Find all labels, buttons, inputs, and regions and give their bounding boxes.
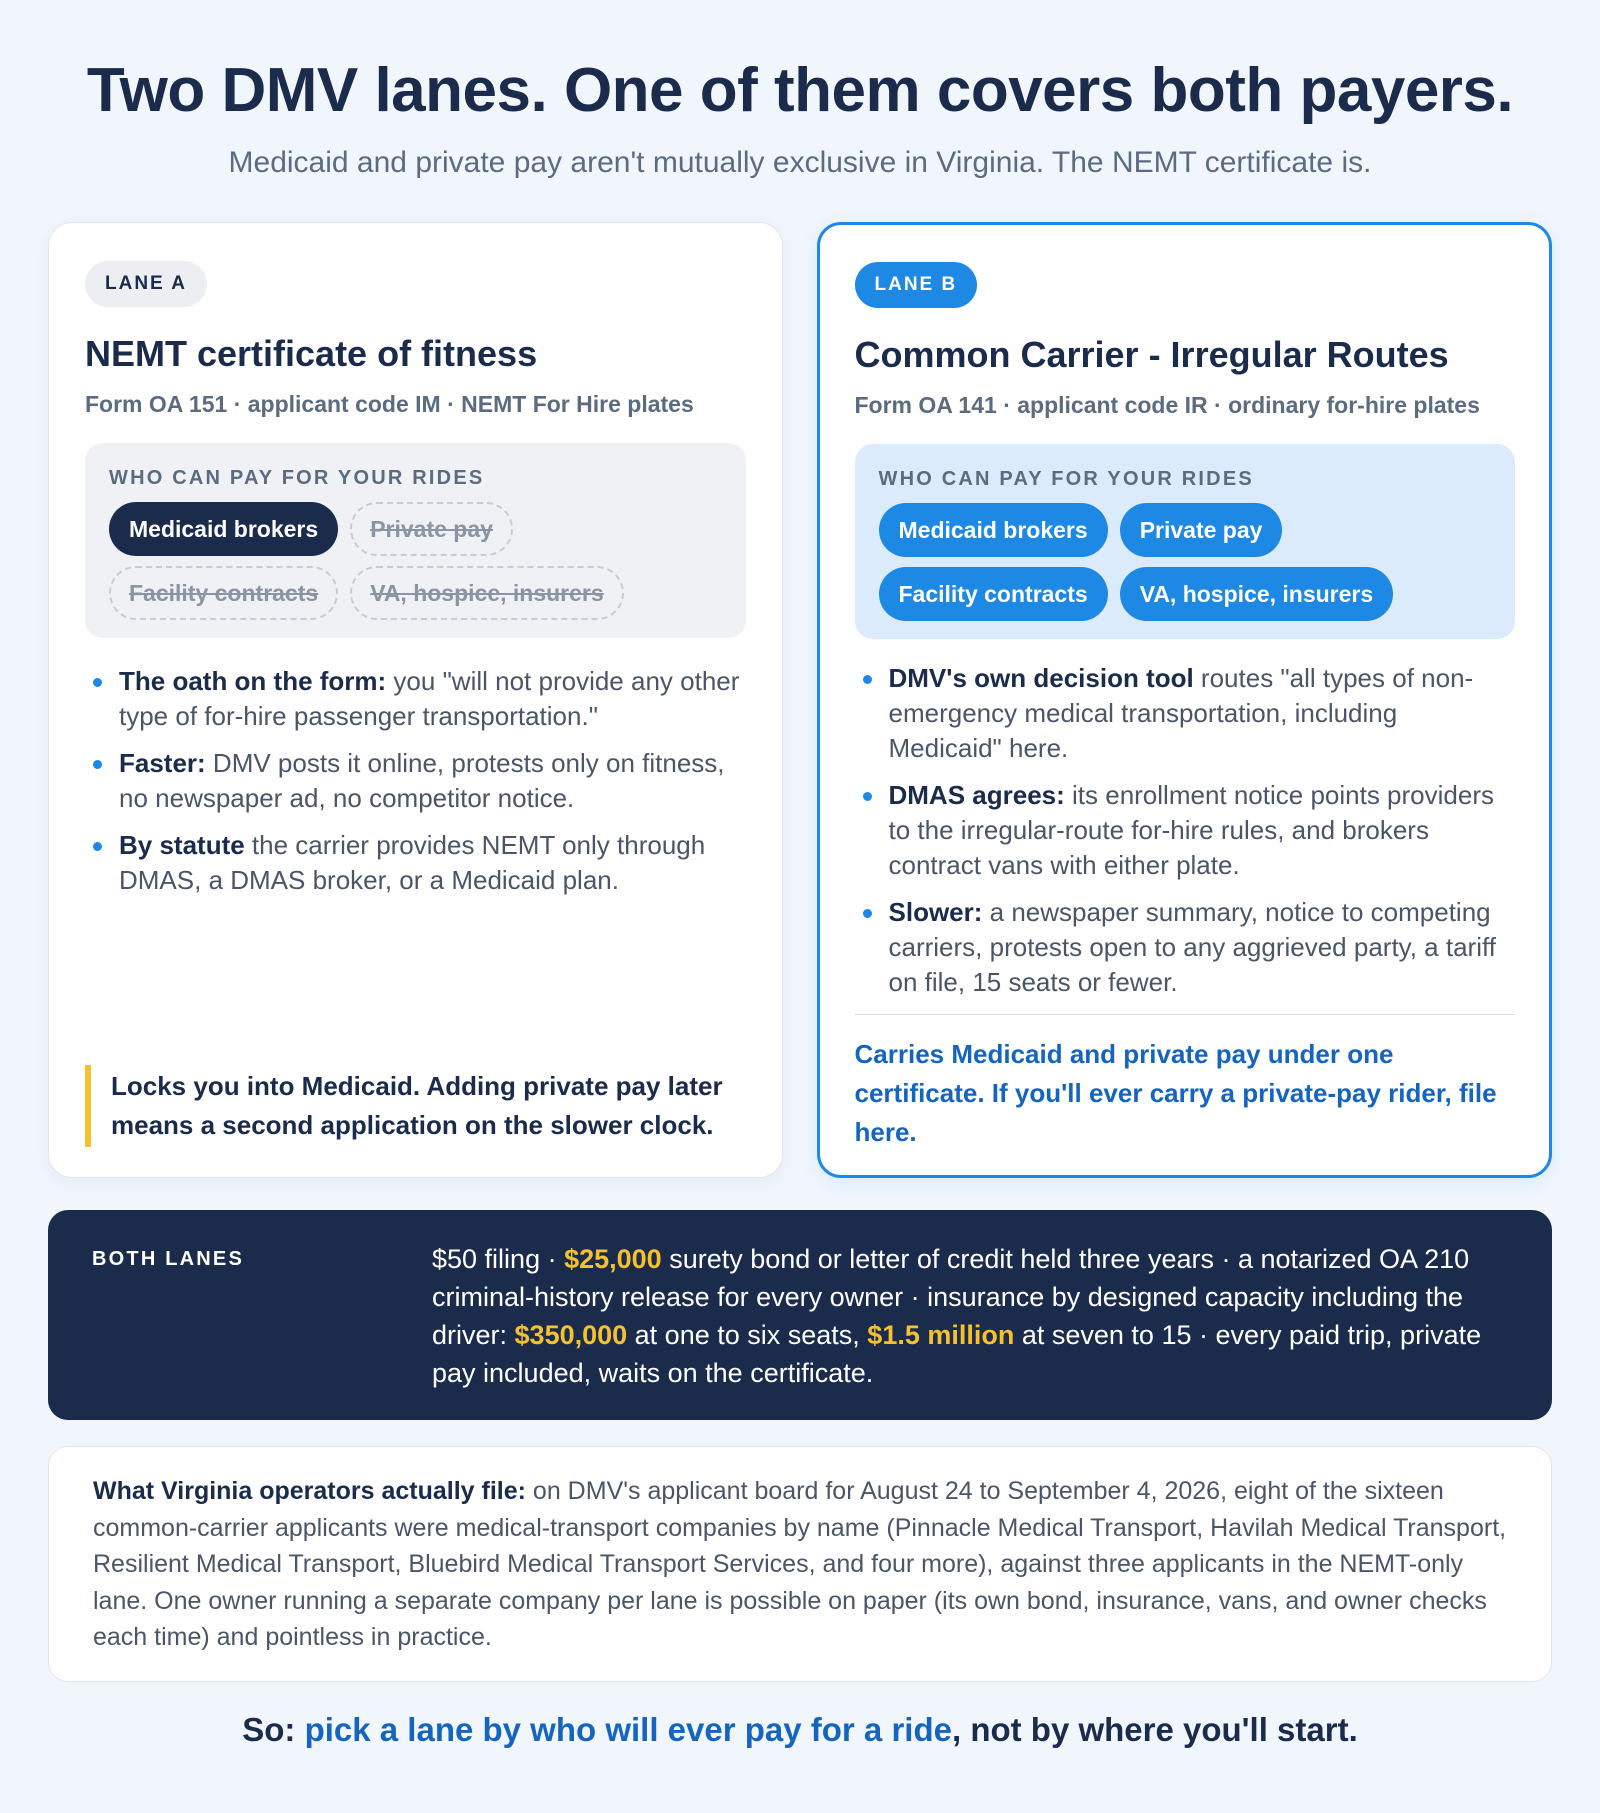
lane-a-payers-box — [85, 443, 746, 638]
payer-chip-facility-contracts-excluded: Facility contracts — [109, 566, 338, 620]
conclusion — [0, 1708, 1600, 1752]
bullet-item — [85, 828, 746, 898]
lane-a-payers-label: WHO CAN PAY FOR YOUR RIDES — [109, 467, 485, 489]
lane-b-tag: LANE B — [855, 262, 978, 308]
bullet-lead: The oath on the form: — [119, 666, 387, 696]
lane-a-subtitle: Form OA 151 · applicant code IM · NEMT For Hire plates — [85, 391, 694, 417]
both-text-part: surety bond or letter of credit held three years · a notarized OA 210 criminal-history release for every owner · insurance by designed capacity including the driver: — [432, 1244, 1470, 1350]
bullet-item — [855, 661, 1516, 766]
lane-a-chips — [109, 502, 722, 620]
both-text-part: $50 filing · — [432, 1244, 565, 1274]
bullet-lead: Slower: — [888, 897, 983, 927]
both-text-part: at one to six seats, — [627, 1320, 868, 1350]
lane-b-bullets — [855, 661, 1516, 1012]
payer-chip-medicaid-brokers: Medicaid brokers — [879, 503, 1108, 557]
payer-chip-facility-contracts: Facility contracts — [879, 567, 1108, 621]
bullet-text: DMV posts it online, protests only on fitness, no newspaper ad, no competitor notice. — [119, 748, 725, 813]
payer-chip-medicaid-brokers: Medicaid brokers — [109, 502, 338, 556]
bullet-dot-icon — [863, 792, 872, 801]
lane-b-payers-label: WHO CAN PAY FOR YOUR RIDES — [878, 468, 1254, 490]
bullet-text: you "will not provide any other type of for-hire passenger transportation." — [119, 666, 740, 731]
lane-b-card — [817, 222, 1553, 1178]
bullet-lead: By statute — [119, 830, 245, 860]
evidence-lead: What Virginia operators actually file: — [93, 1477, 526, 1505]
lane-b-payers-box — [855, 444, 1516, 639]
lane-b-subtitle: Form OA 141 · applicant code IR · ordinary for-hire plates — [854, 392, 1480, 418]
lane-a-title: NEMT certificate of fitness — [85, 333, 538, 374]
payer-chip-private-pay-excluded: Private pay — [350, 502, 513, 556]
conclusion-prefix: So: — [242, 1711, 305, 1748]
payer-chip-va-hospice-insurers: VA, hospice, insurers — [1120, 567, 1393, 621]
hero — [0, 0, 1600, 183]
lane-b-title: Common Carrier - Irregular Routes — [854, 334, 1449, 375]
lane-a-tag: LANE A — [85, 261, 207, 307]
bullet-item — [855, 778, 1516, 883]
bullet-text: its enrollment notice points providers to the irregular-route for-hire rules, and brokers contract vans with either plate. — [888, 780, 1494, 880]
both-lanes-banner — [48, 1210, 1552, 1420]
bullet-lead: DMAS agrees: — [888, 780, 1065, 810]
both-lanes-text — [432, 1240, 1508, 1390]
bullet-lead: DMV's own decision tool — [888, 663, 1194, 693]
lane-a-bullets — [85, 664, 746, 910]
bullet-item — [85, 664, 746, 734]
lane-b-chips — [879, 503, 1492, 621]
bullet-item — [85, 746, 746, 816]
bullet-text: routes "all types of non-emergency medical transportation, including Medicaid" here. — [888, 663, 1474, 763]
conclusion-suffix: , not by where you'll start. — [951, 1711, 1358, 1748]
payer-chip-private-pay: Private pay — [1120, 503, 1283, 557]
conclusion-highlight: pick a lane by who will ever pay for a ride — [304, 1711, 952, 1748]
bullet-text: a newspaper summary, notice to competing carriers, protests open to any aggrieved party, a tariff on file, 15 seats or fewer. — [888, 897, 1496, 997]
page-subtitle: Medicaid and private pay aren't mutually exclusive in Virginia. The NEMT certificate is. — [228, 146, 1372, 179]
evidence-box — [48, 1446, 1552, 1682]
bullet-dot-icon — [863, 675, 872, 684]
lane-b-divider — [855, 1014, 1516, 1015]
bullet-dot-icon — [93, 842, 102, 851]
lane-a-card — [48, 222, 783, 1178]
page-title: Two DMV lanes. One of them covers both payers. — [86, 56, 1514, 125]
insurance-large-highlight: $1.5 million — [867, 1320, 1015, 1350]
bullet-text: the carrier provides NEMT only through DMAS, a DMAS broker, or a Medicaid plan. — [119, 830, 706, 895]
bullet-dot-icon — [93, 678, 102, 687]
evidence-text: on DMV's applicant board for August 24 to September 4, 2026, eight of the sixteen common-carrier applicants were medical-transport companies by name (Pinnacle Medical Transport, Havilah Medical Transport, Resilient Medical Transport, Bluebird Medical Transport Services, and four more), against three applicants in the NEMT-only lane. One owner running a separate company per lane is possible on paper (its own bond, insurance, vans, and owner checks each time) and pointless in practice. — [93, 1477, 1507, 1651]
lane-b-callout: Carries Medicaid and private pay under one certificate. If you'll ever carry a private-pay rider, file here. — [854, 1039, 1497, 1147]
both-lanes-label: BOTH LANES — [92, 1248, 244, 1270]
bullet-dot-icon — [863, 909, 872, 918]
payer-chip-va-hospice-insurers-excluded: VA, hospice, insurers — [350, 566, 623, 620]
lanes-comparison — [48, 222, 1552, 1178]
insurance-small-highlight: $350,000 — [514, 1320, 628, 1350]
bullet-lead: Faster: — [119, 748, 206, 778]
bond-amount-highlight: $25,000 — [564, 1244, 662, 1274]
both-text-part: at seven to 15 · every paid trip, private pay included, waits on the certificate. — [432, 1320, 1482, 1388]
lane-a-callout: Locks you into Medicaid. Adding private pay later means a second application on the slower clock. — [85, 1065, 746, 1147]
bullet-dot-icon — [93, 760, 102, 769]
bullet-item — [855, 895, 1516, 1000]
